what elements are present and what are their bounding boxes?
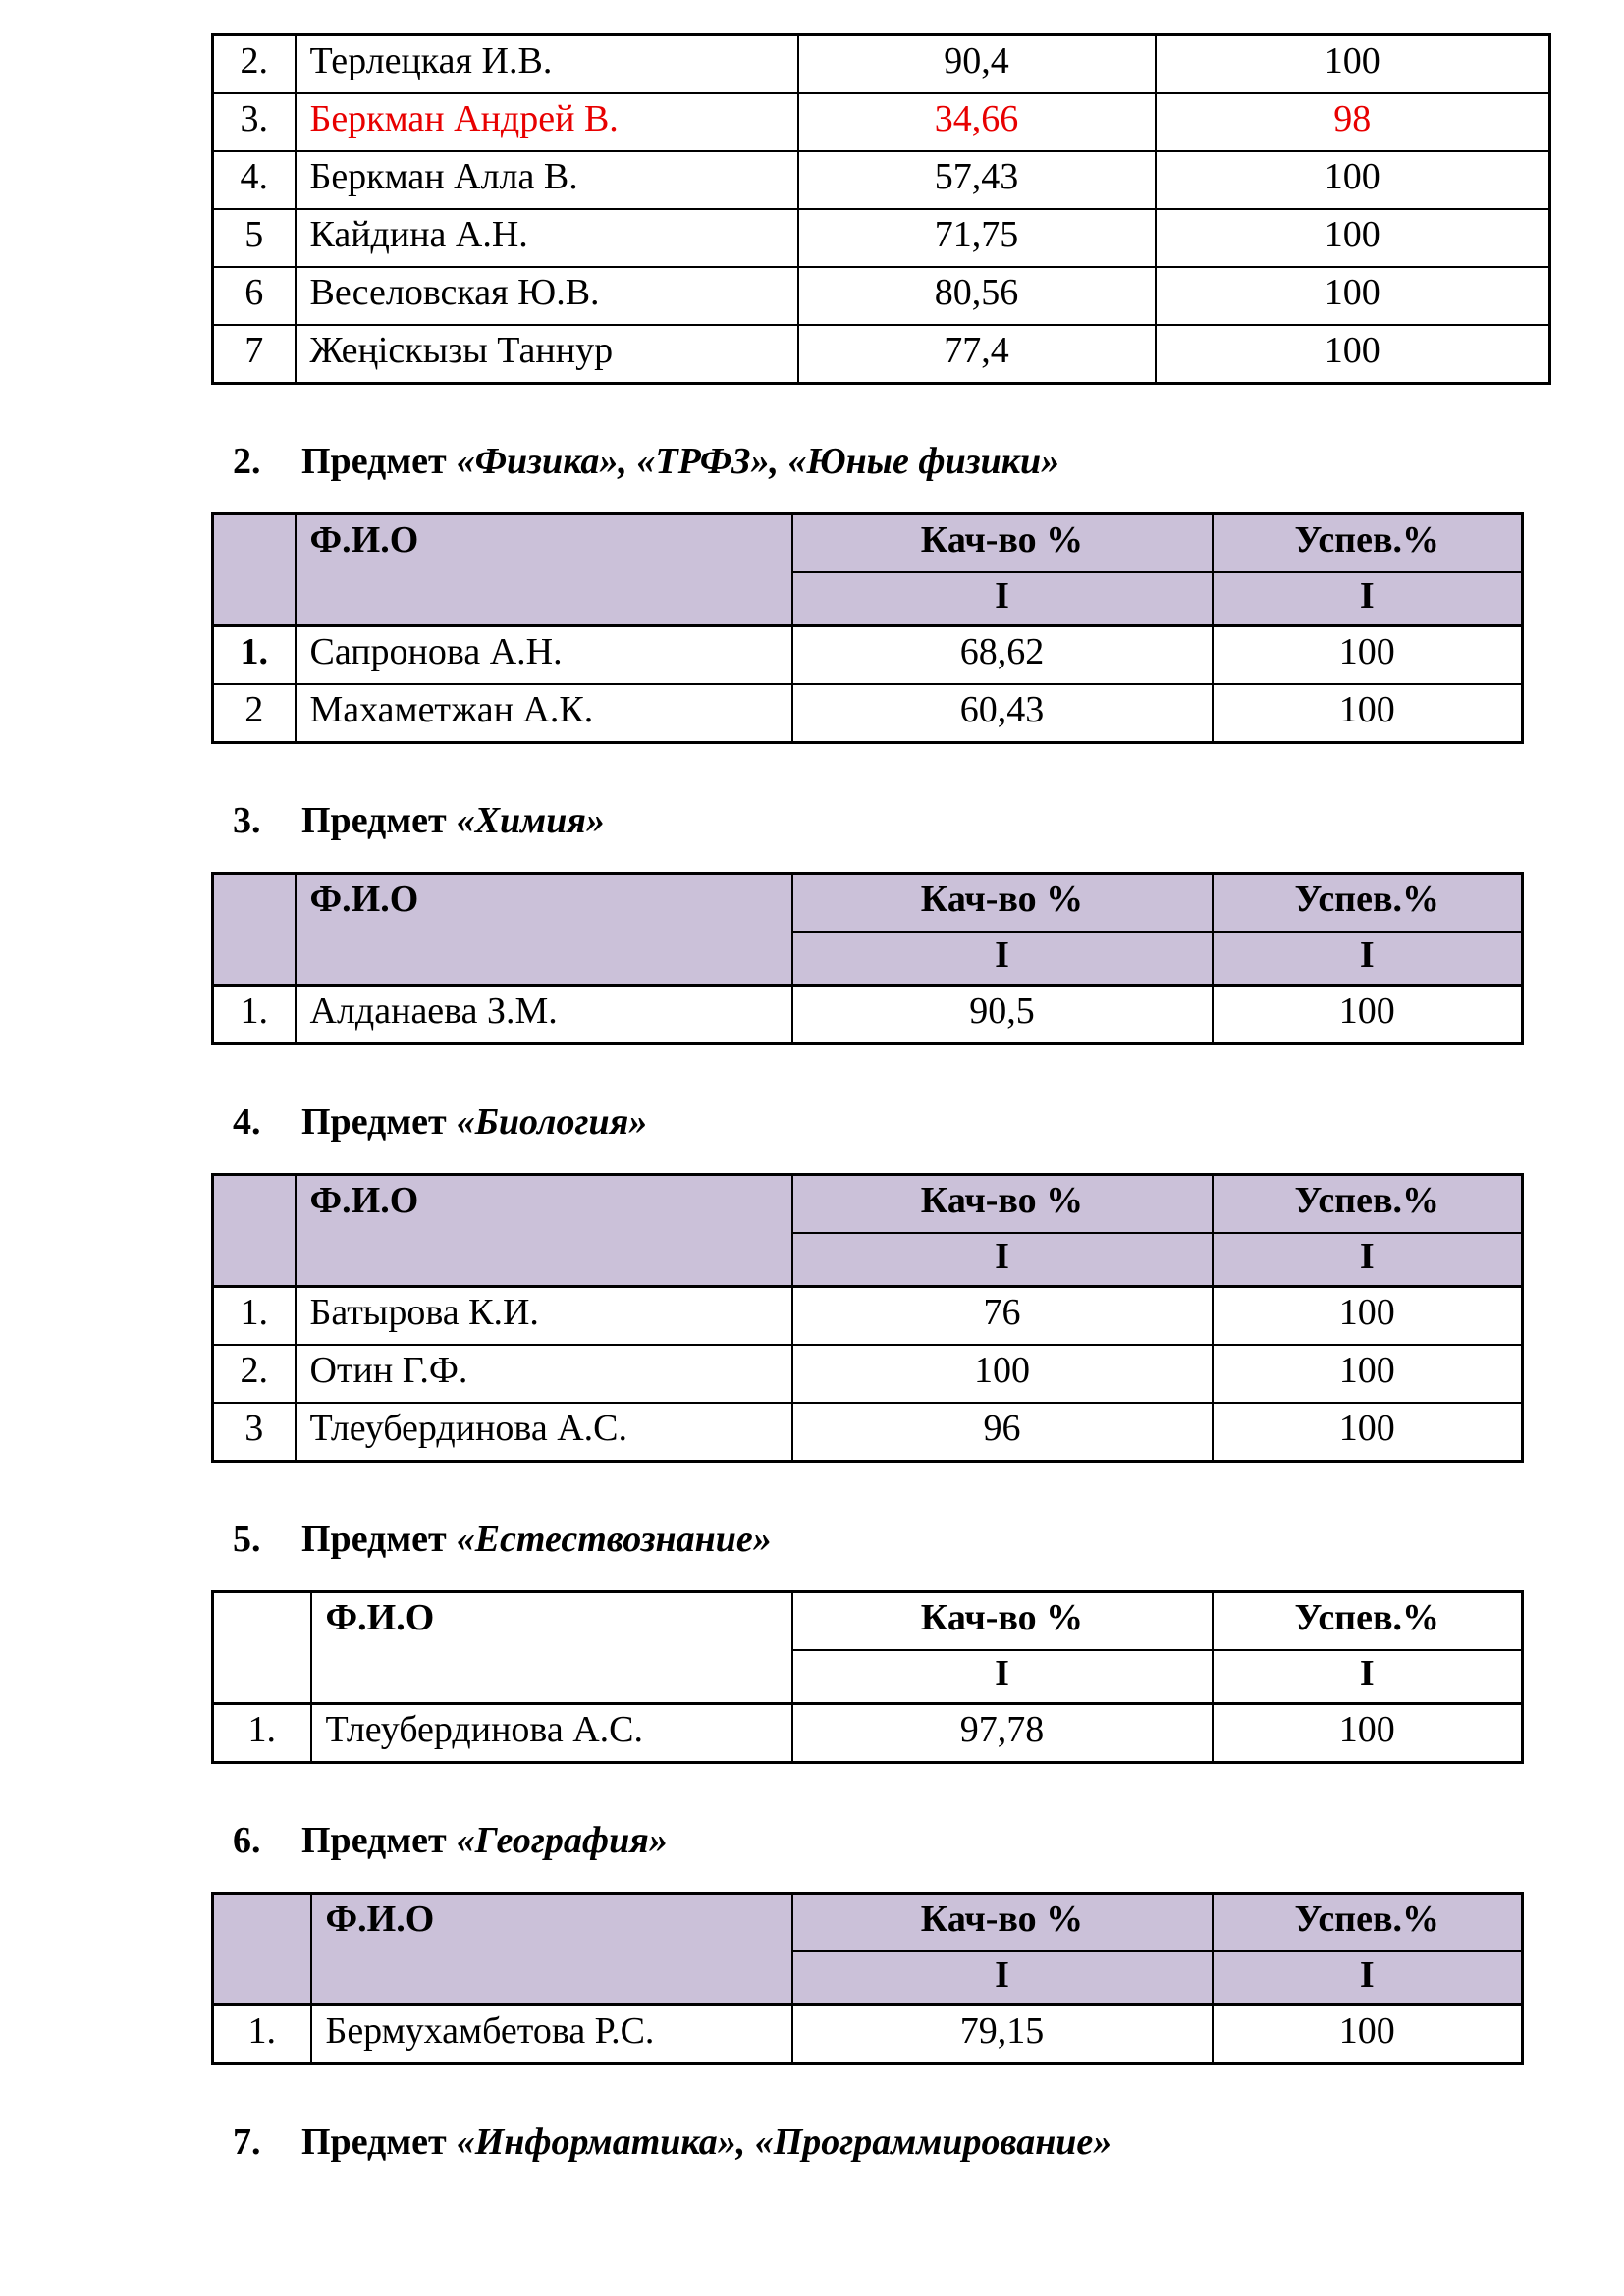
section-subject-names: «Химия» (456, 800, 605, 841)
column-header-quality: Кач-во % (792, 514, 1213, 573)
table-row (213, 626, 1523, 685)
section-title-prefix: Предмет (301, 2121, 447, 2163)
header-row (213, 1894, 1523, 1952)
column-header-progress: Успев.% (1213, 1592, 1523, 1651)
continuation-results-table (211, 33, 1551, 385)
term-label: I (1213, 1233, 1523, 1287)
header-row (213, 514, 1523, 573)
table-row (213, 1345, 1523, 1403)
teacher-name-cell: Тлеубердинова А.С. (296, 1403, 792, 1462)
term-label: I (1213, 572, 1523, 626)
progress-percent-cell: 100 (1213, 1287, 1523, 1346)
row-number-cell: 7 (213, 325, 296, 384)
row-number-cell: 3 (213, 1403, 296, 1462)
table-row (213, 1704, 1523, 1763)
section-heading (211, 797, 1624, 844)
progress-percent-cell: 100 (1213, 1704, 1523, 1763)
term-label: I (792, 1650, 1213, 1704)
row-number-cell: 3. (213, 93, 296, 151)
table-row (213, 1403, 1523, 1462)
section-number: 4. (233, 1101, 261, 1143)
column-header-progress: Успев.% (1213, 514, 1523, 573)
column-header-number (213, 514, 296, 626)
section-heading (211, 2118, 1624, 2165)
progress-percent-cell: 100 (1156, 209, 1550, 267)
term-label: I (792, 1233, 1213, 1287)
row-number-cell: 1. (213, 2005, 311, 2064)
progress-percent-cell: 100 (1213, 2005, 1523, 2064)
progress-percent-cell: 100 (1156, 35, 1550, 94)
teacher-name-cell: Кайдина А.Н. (296, 209, 798, 267)
quality-percent-cell: 97,78 (792, 1704, 1213, 1763)
teacher-name-cell: Жеңіскызы Таннур (296, 325, 798, 384)
column-header-number (213, 1592, 311, 1704)
teacher-name-cell: Бермухамбетова Р.С. (311, 2005, 792, 2064)
teacher-name-cell: Алданаева З.М. (296, 986, 792, 1044)
column-header-quality: Кач-во % (792, 1592, 1213, 1651)
teacher-name-cell: Тлеубердинова А.С. (311, 1704, 792, 1763)
continuation-table-region (211, 33, 1624, 385)
section-subject-names: «Естествознание» (456, 1519, 772, 1560)
progress-percent-cell: 100 (1213, 1345, 1523, 1403)
teacher-name-cell: Отин Г.Ф. (296, 1345, 792, 1403)
quality-percent-cell: 71,75 (798, 209, 1156, 267)
section-title-prefix: Предмет (301, 1101, 447, 1143)
table-row (213, 93, 1550, 151)
column-header-fio: Ф.И.О (296, 1175, 792, 1287)
quality-percent-cell: 90,4 (798, 35, 1156, 94)
quality-percent-cell: 80,56 (798, 267, 1156, 325)
progress-percent-cell: 100 (1156, 267, 1550, 325)
column-header-quality: Кач-во % (792, 1175, 1213, 1234)
section-heading (211, 1817, 1624, 1864)
term-label: I (1213, 1951, 1523, 2005)
section-subject-names: «Информатика», «Программирование» (456, 2121, 1112, 2163)
term-label: I (792, 572, 1213, 626)
subject-results-table (211, 872, 1524, 1045)
table-row (213, 1287, 1523, 1346)
column-header-quality: Кач-во % (792, 1894, 1213, 1952)
section-title-prefix: Предмет (301, 1519, 447, 1560)
teacher-name-cell: Беркман Андрей В. (296, 93, 798, 151)
subject-results-table (211, 1590, 1524, 1764)
quality-percent-cell: 76 (792, 1287, 1213, 1346)
table-row (213, 325, 1550, 384)
column-header-progress: Успев.% (1213, 1175, 1523, 1234)
column-header-number (213, 1175, 296, 1287)
teacher-name-cell: Махаметжан А.К. (296, 684, 792, 743)
progress-percent-cell: 100 (1213, 1403, 1523, 1462)
teacher-name-cell: Веселовская Ю.В. (296, 267, 798, 325)
table-row (213, 986, 1523, 1044)
term-label: I (792, 932, 1213, 986)
table-row (213, 151, 1550, 209)
section-heading (211, 438, 1624, 485)
section-title-prefix: Предмет (301, 800, 447, 841)
section-number: 6. (233, 1820, 261, 1861)
quality-percent-cell: 90,5 (792, 986, 1213, 1044)
header-row (213, 874, 1523, 933)
quality-percent-cell: 34,66 (798, 93, 1156, 151)
quality-percent-cell: 60,43 (792, 684, 1213, 743)
section-heading (211, 1098, 1624, 1146)
row-number-cell: 2 (213, 684, 296, 743)
subject-results-table (211, 512, 1524, 744)
table-row (213, 2005, 1523, 2064)
quality-percent-cell: 57,43 (798, 151, 1156, 209)
column-header-fio: Ф.И.О (311, 1894, 792, 2005)
subject-results-table (211, 1173, 1524, 1463)
section-title-prefix: Предмет (301, 441, 447, 482)
quality-percent-cell: 100 (792, 1345, 1213, 1403)
quality-percent-cell: 77,4 (798, 325, 1156, 384)
quality-percent-cell: 96 (792, 1403, 1213, 1462)
progress-percent-cell: 98 (1156, 93, 1550, 151)
row-number-cell: 1. (213, 986, 296, 1044)
row-number-cell: 2. (213, 35, 296, 94)
column-header-number (213, 1894, 311, 2005)
row-number-cell: 1. (213, 1287, 296, 1346)
progress-percent-cell: 100 (1156, 325, 1550, 384)
column-header-fio: Ф.И.О (296, 874, 792, 986)
progress-percent-cell: 100 (1213, 684, 1523, 743)
column-header-progress: Успев.% (1213, 1894, 1523, 1952)
column-header-progress: Успев.% (1213, 874, 1523, 933)
row-number-cell: 5 (213, 209, 296, 267)
header-row (213, 1592, 1523, 1651)
section-number: 2. (233, 441, 261, 482)
teacher-name-cell: Батырова К.И. (296, 1287, 792, 1346)
progress-percent-cell: 100 (1213, 626, 1523, 685)
progress-percent-cell: 100 (1213, 986, 1523, 1044)
term-label: I (1213, 1650, 1523, 1704)
row-number-cell: 1. (213, 626, 296, 685)
column-header-number (213, 874, 296, 986)
section-subject-names: «Биология» (456, 1101, 648, 1143)
teacher-name-cell: Сапронова А.Н. (296, 626, 792, 685)
section-number: 5. (233, 1519, 261, 1560)
quality-percent-cell: 68,62 (792, 626, 1213, 685)
section-heading (211, 1516, 1624, 1563)
table-row (213, 35, 1550, 94)
row-number-cell: 2. (213, 1345, 296, 1403)
section-title-prefix: Предмет (301, 1820, 447, 1861)
subject-results-table (211, 1892, 1524, 2065)
row-number-cell: 1. (213, 1704, 311, 1763)
section-subject-names: «География» (456, 1820, 668, 1861)
subject-sections-region (211, 438, 1624, 2165)
quality-percent-cell: 79,15 (792, 2005, 1213, 2064)
term-label: I (1213, 932, 1523, 986)
column-header-fio: Ф.И.О (296, 514, 792, 626)
progress-percent-cell: 100 (1156, 151, 1550, 209)
row-number-cell: 4. (213, 151, 296, 209)
section-number: 7. (233, 2121, 261, 2163)
term-label: I (792, 1951, 1213, 2005)
column-header-quality: Кач-во % (792, 874, 1213, 933)
table-row (213, 209, 1550, 267)
table-row (213, 267, 1550, 325)
table-row (213, 684, 1523, 743)
section-subject-names: «Физика», «ТРФЗ», «Юные физики» (456, 441, 1060, 482)
teacher-name-cell: Терлецкая И.В. (296, 35, 798, 94)
column-header-fio: Ф.И.О (311, 1592, 792, 1704)
header-row (213, 1175, 1523, 1234)
teacher-name-cell: Беркман Алла В. (296, 151, 798, 209)
row-number-cell: 6 (213, 267, 296, 325)
section-number: 3. (233, 800, 261, 841)
